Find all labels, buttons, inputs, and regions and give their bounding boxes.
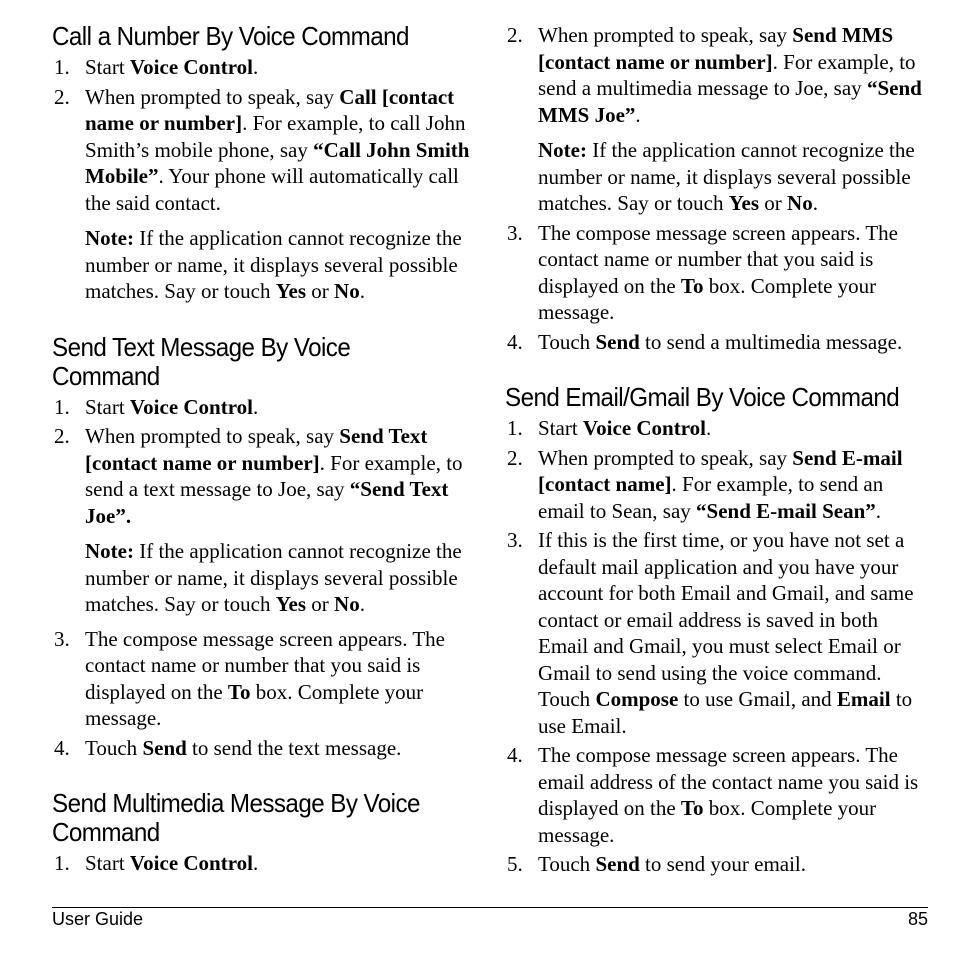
step-text: Start Voice Control. (85, 55, 259, 79)
step-number: 4. (507, 743, 523, 767)
note: Note: If the application cannot recognize the number or name, it displays several possible matches. Say or touch Yes or No. (85, 539, 462, 616)
list-item (505, 22, 930, 217)
list-item (505, 527, 930, 739)
heading-send-mms: Send Multimedia Message By Voice Command (52, 788, 420, 847)
step-number: 2. (507, 445, 523, 470)
step-number: 1. (54, 394, 70, 419)
steps-send-text (52, 394, 472, 762)
footer-title: User Guide (52, 909, 144, 929)
step-text: Start Voice Control. (85, 851, 259, 875)
step-text: Start Voice Control. (538, 416, 712, 440)
section-send-text (52, 333, 472, 762)
step-number: 2. (507, 23, 523, 47)
step-text: Touch Send to send your email. (538, 852, 807, 876)
step-text: Touch Send to send the text message. (85, 735, 402, 760)
list-item (52, 84, 472, 305)
right-column (505, 22, 930, 906)
list-item (52, 626, 472, 732)
step-text: The compose message screen appears. The contact name or number that you said is displayed on the To box. Complete your message. (85, 626, 445, 730)
step-text: Touch Send to send a multimedia message. (538, 329, 903, 354)
page-number: 85 (907, 909, 928, 929)
step-number: 5. (507, 852, 523, 876)
list-item (505, 851, 930, 878)
note: Note: If the application cannot recognize the number or name, it displays several possible matches. Say or touch Yes or No. (538, 138, 915, 215)
left-column (52, 22, 472, 905)
steps-call-number (52, 54, 472, 305)
list-item (52, 54, 472, 81)
step-text: When prompted to speak, say Send Text [contact name or number]. For example, to send a text message to Joe, say “Send Text Joe”. (85, 424, 463, 528)
list-item (505, 742, 930, 848)
list-item (52, 394, 472, 421)
step-text: When prompted to speak, say Send MMS [contact name or number]. For example, to send a multimedia message to Joe, say “Send MMS Joe”. (538, 23, 922, 127)
heading-send-text: Send Text Message By Voice Command (52, 331, 351, 391)
step-text: If this is the first time, or you have not set a default mail application and you have your account for both Email and Gmail, and same contact or email address is saved in both Email and Gmail, you must select Email or Gmail to send using the voice command. Touch Compose to use Gmail, and Email to use Email. (538, 528, 914, 738)
list-item (52, 850, 472, 877)
heading-send-email: Send Email/Gmail By Voice Command (505, 382, 900, 412)
steps-send-mms (52, 850, 472, 877)
step-number: 1. (507, 416, 523, 440)
note: Note: If the application cannot recognize the number or name, it displays several possible matches. Say or touch Yes or No. (85, 226, 462, 303)
step-number: 3. (507, 528, 523, 552)
list-item (505, 415, 930, 442)
section-send-email (505, 383, 930, 878)
list-item (505, 220, 930, 326)
section-call-number (52, 22, 472, 305)
footer-divider (52, 907, 928, 908)
step-text: When prompted to speak, say Call [contact name or number]. For example, to call John Smith’s mobile phone, say “Call John Smith Mobile”. Your phone will automatically call the said contact. (85, 84, 470, 215)
step-text: Start Voice Control. (85, 394, 259, 419)
list-item (52, 423, 472, 618)
step-number: 2. (54, 424, 70, 448)
step-text: The compose message screen appears. The email address of the contact name you said is displayed on the To box. Complete your message. (538, 743, 919, 847)
list-item (505, 445, 930, 525)
steps-send-email (505, 415, 930, 878)
step-text: When prompted to speak, say Send E-mail [contact name]. For example, to send an email to Sean, say “Send E-mail Sean”. (538, 445, 903, 523)
list-item (505, 329, 930, 356)
step-number: 1. (54, 851, 70, 875)
section-send-mms-continued (505, 22, 930, 355)
step-text: The compose message screen appears. The contact name or number that you said is displayed on the To box. Complete your message. (538, 220, 898, 324)
step-number: 3. (54, 626, 70, 651)
steps-send-mms-continued (505, 22, 930, 355)
heading-call-number: Call a Number By Voice Command (52, 21, 409, 51)
list-item (52, 735, 472, 762)
step-number: 4. (54, 735, 70, 760)
step-number: 4. (507, 329, 523, 354)
section-send-mms (52, 789, 472, 877)
step-number: 3. (507, 220, 523, 245)
step-number: 2. (54, 84, 70, 109)
step-number: 1. (54, 55, 70, 79)
